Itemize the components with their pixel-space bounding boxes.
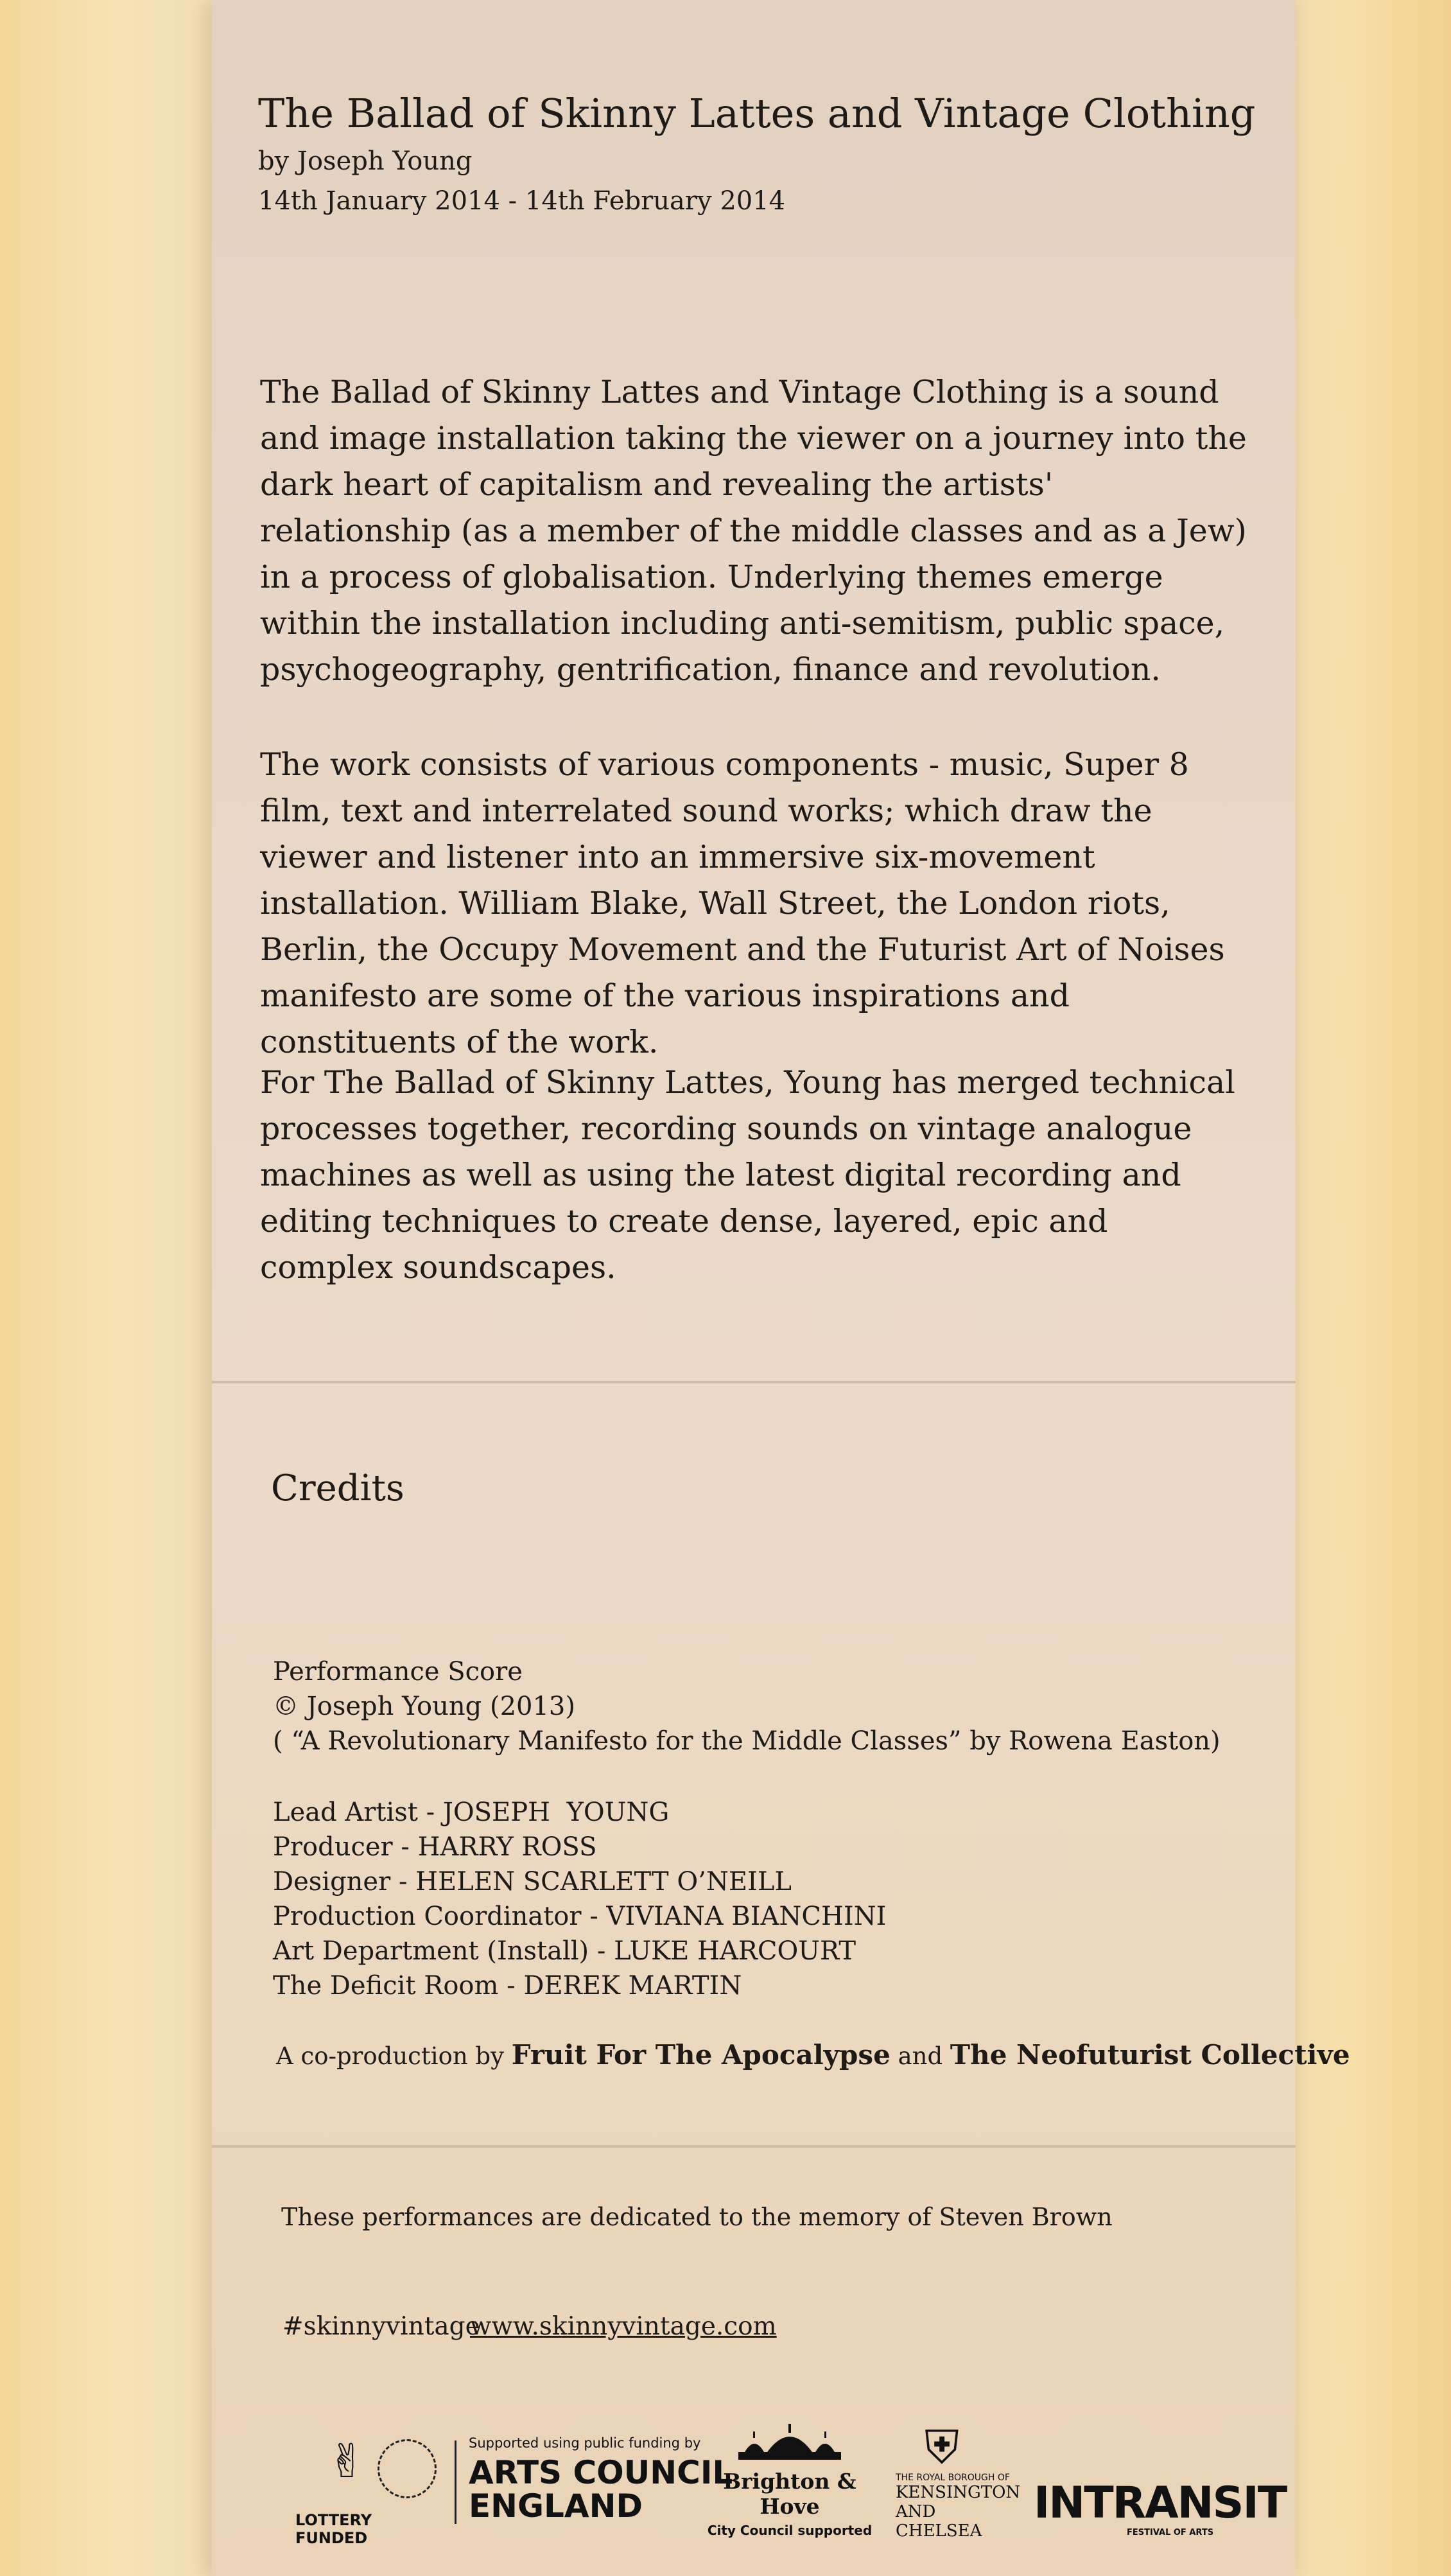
credit-role: Producer - HARRY ROSS xyxy=(273,1832,597,1862)
arts-council-seal-icon xyxy=(378,2439,437,2498)
performance-line: © Joseph Young (2013) xyxy=(273,1692,575,1721)
brighton-hove-sublabel: City Council supported xyxy=(707,2523,873,2538)
intransit-label: INTRANSIT xyxy=(1034,2478,1287,2528)
arts-council-line-2: ENGLAND xyxy=(469,2487,643,2525)
lottery-funded-label: LOTTERY FUNDED xyxy=(295,2511,372,2547)
performance-line: Performance Score xyxy=(273,1657,523,1687)
credits-heading: Credits xyxy=(271,1468,404,1509)
kensington-line-2: AND CHELSEA xyxy=(896,2502,982,2541)
kensington-line-1: KENSINGTON xyxy=(896,2483,1021,2502)
brighton-hove-logo xyxy=(706,2421,873,2538)
website-link[interactable]: www.skinnyvintage.com xyxy=(470,2312,777,2341)
funder-logos xyxy=(295,2420,1287,2547)
kensington-small-label: THE ROYAL BOROUGH OF xyxy=(896,2473,1010,2483)
coproducer-1: Fruit For The Apocalypse xyxy=(511,2039,891,2071)
dedication-text: These performances are dedicated to the memory of Steven Brown xyxy=(281,2203,1113,2231)
description-paragraph-1: The Ballad of Skinny Lattes and Vintage Clothing is a sound and image installation taking the viewer on a journey into the dark heart of capitalism and revealing the artists' relationship (as a member of the middle classes and as a Jew) in a process of globalisation. Underlying themes emerge within the installation including anti-semitism, public space, psychogeography, gentrification, finance and revolution. xyxy=(260,374,1247,688)
hashtag: #skinnyvintage xyxy=(282,2312,480,2341)
lottery-funded-logo xyxy=(295,2434,446,2547)
coproduction-joiner: and xyxy=(898,2042,943,2070)
panel-seam xyxy=(212,2145,1296,2148)
royal-pavilion-icon xyxy=(732,2421,847,2466)
coat-of-arms-icon: ⛨ xyxy=(925,2420,960,2474)
intransit-sublabel: FESTIVAL OF ARTS xyxy=(1127,2528,1214,2537)
logo-divider xyxy=(455,2440,456,2524)
credit-role: Art Department (Install) - LUKE HARCOURT xyxy=(273,1936,856,1966)
arts-council-line-1: ARTS COUNCIL xyxy=(469,2454,733,2491)
coproduction-prefix: A co-production by xyxy=(276,2042,505,2070)
performance-line: ( “A Revolutionary Manifesto for the Middle Classes” by Rowena Easton) xyxy=(273,1726,1221,1756)
credit-role: The Deficit Room - DEREK MARTIN xyxy=(273,1971,742,2001)
brighton-hove-label: Brighton & Hove xyxy=(723,2469,856,2519)
performance-score-block xyxy=(273,1654,1221,1758)
coproduction-line xyxy=(276,2039,1350,2071)
credit-role: Lead Artist - JOSEPH YOUNG xyxy=(273,1798,670,1827)
coproducer-2: The Neofuturist Collective xyxy=(950,2039,1350,2071)
arts-council-england-logo xyxy=(469,2435,733,2523)
credit-role: Designer - HELEN SCARLETT O’NEILL xyxy=(273,1867,792,1897)
arts-council-supported-label: Supported using public funding by xyxy=(469,2435,701,2451)
intransit-logo xyxy=(1034,2478,1287,2537)
artist-byline: by Joseph Young xyxy=(258,146,473,176)
credits-roles-list xyxy=(273,1795,886,2003)
kensington-chelsea-logo xyxy=(896,2421,1024,2541)
exhibition-dates: 14th January 2014 - 14th February 2014 xyxy=(258,186,786,216)
panel-seam xyxy=(212,1381,1296,1383)
description-paragraph-2: The work consists of various components - music, Super 8 film, text and interrelated sound works; which draw the viewer and listener into an immersive six-movement installation. William Blake, Wall Street, the London riots, Berlin, the Occupy Movement and the Futurist Art of Noises manifesto are some of the various inspirations and constituents of the work. xyxy=(260,746,1225,1060)
description-paragraph-3: For The Ballad of Skinny Lattes, Young has merged technical processes together, recording sounds on vintage analogue machines as well as using the latest digital recording and editing techniques to create dense, layered, epic and complex soundscapes. xyxy=(260,1064,1235,1286)
crossed-fingers-icon: ✌ xyxy=(327,2434,367,2488)
credit-role: Production Coordinator - VIVIANA BIANCHINI xyxy=(273,1902,887,1931)
exhibition-title: The Ballad of Skinny Lattes and Vintage Clothing xyxy=(258,90,1256,137)
exhibition-panel xyxy=(212,0,1350,2576)
